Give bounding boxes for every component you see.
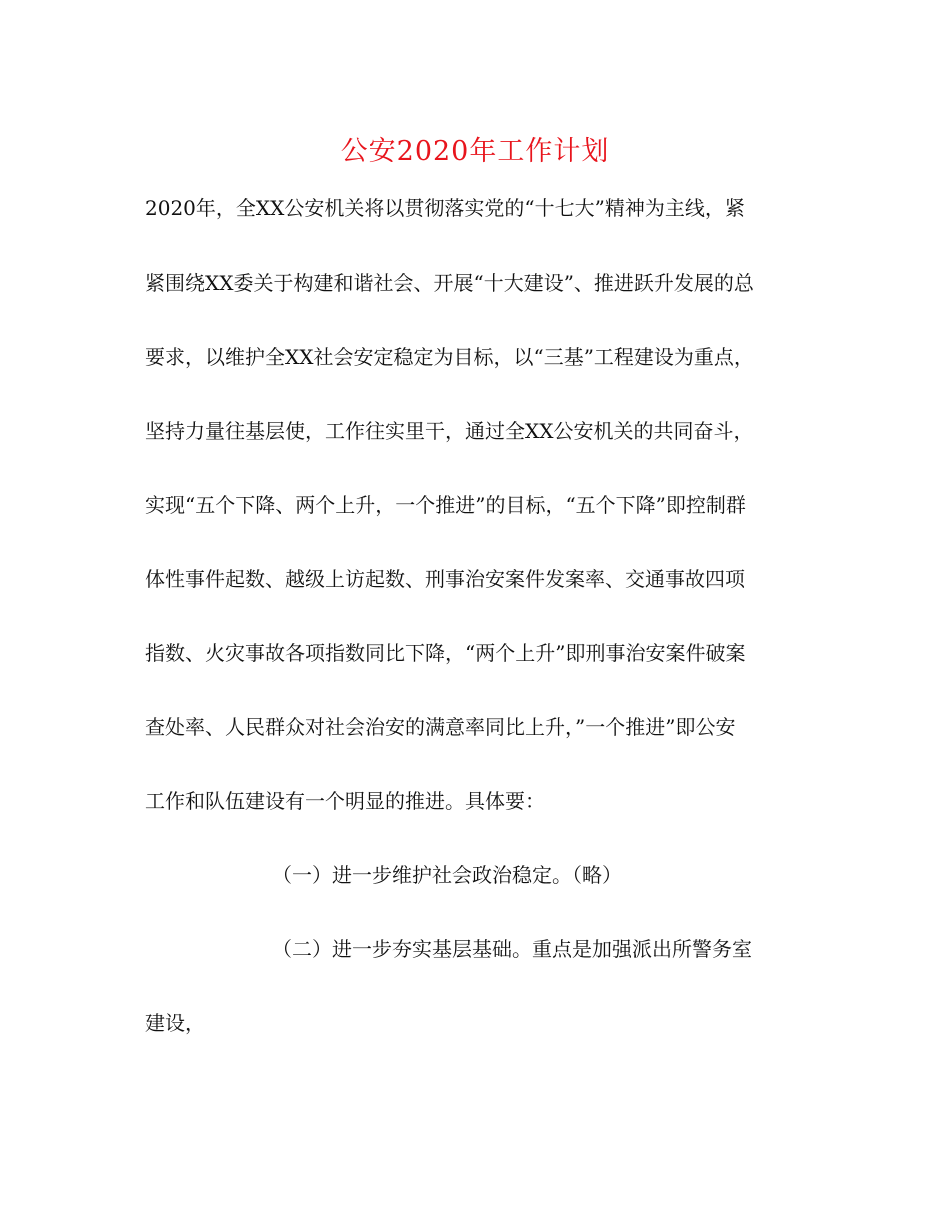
paragraph-line-2: 紧围绕XX委关于构建和谐社会、开展“十大建设”、推进跃升发展的总 (145, 271, 754, 295)
paragraph-line-8: 查处率、人民群众对社会治安的满意率同比上升，”一个推进”即公安 (145, 715, 736, 739)
paragraph-line-7: 指数、火灾事故各项指数同比下降，“两个上升”即刑事治安案件破案 (145, 641, 746, 665)
section-one-heading: （一）进一步维护社会政治稳定。（略） (272, 863, 622, 887)
section-two-heading: （二）进一步夯实基层基础。重点是加强派出所警务室 (272, 937, 752, 961)
paragraph-line-3: 要求，以维护全XX社会安定稳定为目标，以“三基”工程建设为重点， (145, 345, 754, 369)
paragraph-line-6: 体性事件起数、越级上访起数、刑事治安案件发案率、交通事故四项 (145, 567, 745, 591)
paragraph-line-1: 2020年，全XX公安机关将以贯彻落实党的“十七大”精神为主线，紧 (145, 196, 745, 220)
paragraph-line-9: 工作和队伍建设有一个明显的推进。具体要： (145, 789, 545, 813)
section-two-continuation: 建设， (145, 1011, 205, 1035)
document-title: 公安2020年工作计划 (340, 136, 610, 167)
paragraph-line-4: 坚持力量往基层使，工作往实里干，通过全XX公安机关的共同奋斗， (145, 419, 754, 443)
paragraph-line-5: 实现“五个下降、两个上升，一个推进”的目标，“五个下降”即控制群 (145, 493, 746, 517)
